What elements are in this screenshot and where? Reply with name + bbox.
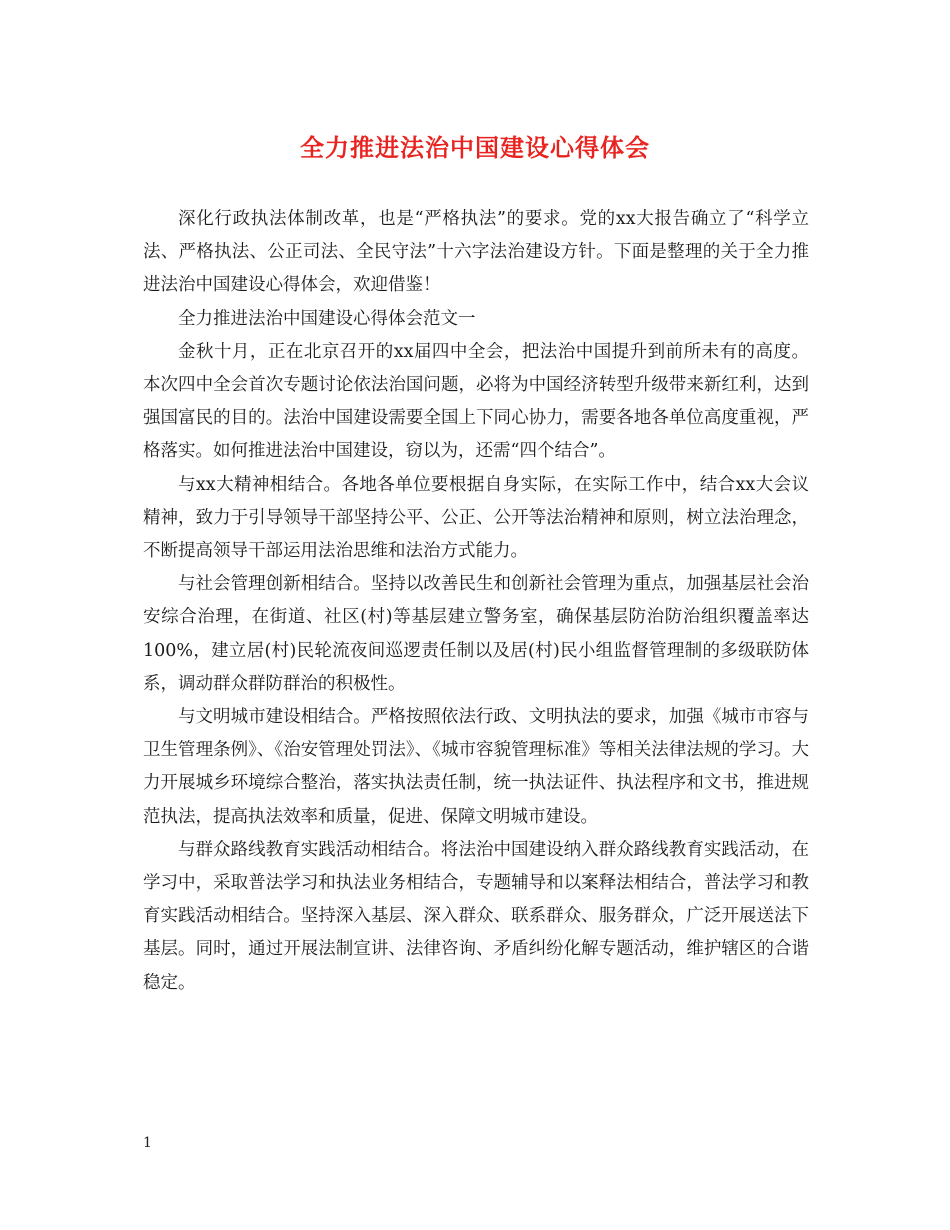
body-paragraph: 与群众路线教育实践活动相结合。将法治中国建设纳入群众路线教育实践活动，在学习中，采取普法学习和执法业务相结合，专题辅导和以案释法相结合，普法学习和教育实践活动相结合。坚持深入基层、深入群众、联系群众、服务群众，广泛开展送法下基层。同时，通过开展法制宣讲、法律咨询、矛盾纠纷化解专题活动，维护辖区的合谐稳定。	[143, 839, 809, 993]
body-paragraph: 与xx大精神相结合。各地各单位要根据自身实际，在实际工作中，结合xx大会议精神，致力于引导领导干部坚持公平、公正、公开等法治精神和原则，树立法治理念，不断提高领导干部运用法治思维和法治方式能力。	[143, 474, 809, 562]
section-heading: 全力推进法治中国建设心得体会范文一	[178, 308, 476, 329]
page-number: 1	[143, 1135, 152, 1151]
document-body	[143, 203, 809, 1000]
body-paragraph: 金秋十月，正在北京召开的xx届四中全会，把法治中国提升到前所未有的高度。本次四中全会首次专题讨论依法治国问题，必将为中国经济转型升级带来新红利，达到强国富民的目的。法治中国建设需要全国上下同心协力，需要各地各单位高度重视，严格落实。如何推进法治中国建设，窃以为，还需“四个结合”。	[143, 341, 809, 462]
intro-paragraph: 深化行政执法体制改革，也是“严格执法”的要求。党的xx大报告确立了“科学立法、严格执法、公正司法、全民守法”十六字法治建设方针。下面是整理的关于全力推进法治中国建设心得体会，欢迎借鉴！	[143, 209, 809, 296]
body-paragraph: 与文明城市建设相结合。严格按照依法行政、文明执法的要求，加强《城市市容与卫生管理条例》、《治安管理处罚法》、《城市容貌管理标准》等相关法律法规的学习。大力开展城乡环境综合整治，落实执法责任制，统一执法证件、执法程序和文书，推进规范执法，提高执法效率和质量，促进、保障文明城市建设。	[143, 707, 809, 827]
document-title: 全力推进法治中国建设心得体会	[300, 133, 650, 162]
body-paragraph: 与社会管理创新相结合。坚持以改善民生和创新社会管理为重点，加强基层社会治安综合治理，在街道、社区(村)等基层建立警务室，确保基层防治防治组织覆盖率达100%，建立居(村)民轮流夜间巡逻责任制以及居(村)民小组监督管理制的多级联防体系，调动群众群防群治的积极性。	[143, 574, 809, 694]
